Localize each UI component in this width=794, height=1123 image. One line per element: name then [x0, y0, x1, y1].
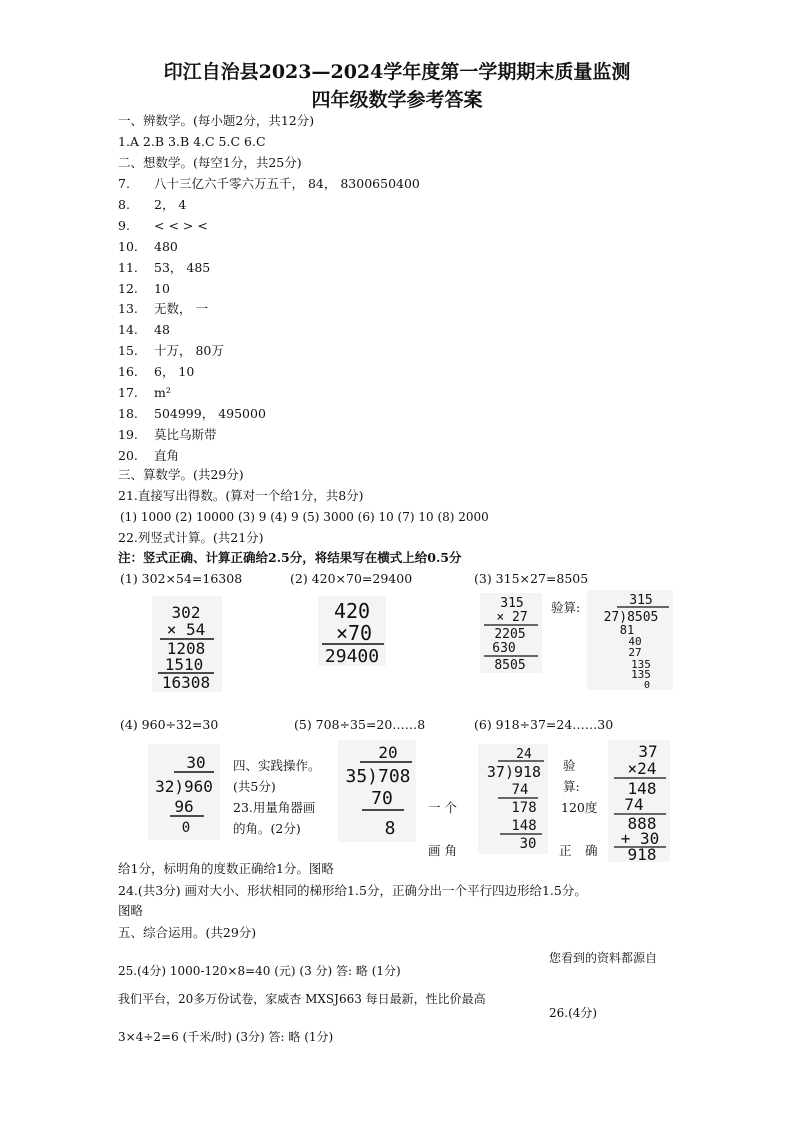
hw6-line: 70	[371, 788, 393, 809]
hw2-line: 29400	[324, 646, 380, 666]
handwriting-708div35	[338, 740, 416, 842]
one-text: 一 个	[428, 800, 457, 815]
hw3-line: 2205	[494, 627, 526, 642]
hw4-line: 40	[628, 635, 642, 648]
section5-heading: 五、综合运用。(共29分)	[118, 925, 257, 940]
hw3-line: 8505	[494, 658, 526, 673]
section2-heading: 二、想数学。(每空1分，共25分)	[118, 155, 302, 170]
item-answer: 无数， 一	[154, 301, 208, 316]
calc-6: (6) 918÷37=24……30	[474, 717, 614, 732]
hw5-line: 96	[174, 797, 194, 816]
item-answer: 2， 4	[154, 197, 187, 212]
item-answer: m²	[154, 385, 171, 400]
calc-2: (2) 420×70=29400	[290, 571, 413, 586]
hw3-line: 315	[500, 596, 524, 611]
ad-line-2: 我们平台，20多万份试卷，家威杏 MXSJ663 每日最新，性比价最高	[118, 992, 486, 1006]
hw1-line: 302	[171, 603, 201, 622]
handwriting-302x54	[152, 596, 222, 692]
section1-heading: 一、辨数学。(每小题2分，共12分)	[118, 113, 315, 128]
correct-1: 正	[559, 843, 572, 858]
hw4-line: 135	[631, 668, 651, 681]
item-number: 11.	[118, 260, 138, 275]
q21-heading: 21.直接写出得数。(算对一个给1分，共8分)	[118, 488, 364, 503]
handwriting-verify-division	[587, 590, 673, 690]
hw4-line: 315	[629, 593, 653, 608]
hw4-line: 27)8505	[603, 610, 659, 625]
item-number: 7.	[118, 176, 130, 191]
section4-points: (共5分)	[233, 779, 276, 794]
hw4-line: 0	[643, 680, 651, 690]
item-answer: 八十三亿六千零六万五千， 84， 8300650400	[154, 176, 420, 191]
draw-angle-text: 画 角	[428, 843, 457, 858]
hw7-line: 24	[516, 747, 532, 762]
handwriting-315x27	[480, 593, 542, 673]
hw1-line: 1510	[164, 655, 204, 674]
hw7-line: 74	[511, 782, 529, 798]
item-number: 15.	[118, 343, 138, 358]
q26-answer: 3×4÷2=6 (千米/时) (3分) 答: 略 (1分)	[118, 1030, 334, 1044]
q25-answer: 25.(4分) 1000-120×8=40 (元) (3 分) 答: 略 (1分)	[118, 964, 401, 978]
hw2-line: 420	[333, 599, 371, 623]
hw1-line: 16308	[161, 673, 211, 692]
item-answer: 504999， 495000	[154, 406, 266, 421]
item-number: 18.	[118, 406, 138, 421]
hw7-line: 148	[511, 818, 537, 834]
page-subtitle: 四年级数学参考答案	[311, 89, 483, 111]
item-answer: 莫比乌斯带	[154, 427, 217, 442]
hw8-line: 148	[627, 779, 657, 798]
item-number: 9.	[118, 218, 130, 233]
verify-label: 验算:	[551, 600, 581, 615]
hw8-line: 918	[627, 845, 657, 862]
hw7-line: 37)918	[486, 763, 542, 781]
q22-note: 注：竖式正确、计算正确给2.5分，将结果写在横式上给0.5分	[118, 550, 462, 565]
item-number: 20.	[118, 448, 138, 463]
item-answer: < < > <	[154, 218, 208, 233]
hw2-line: ×70	[335, 621, 373, 645]
handwriting-verify-37x24	[608, 740, 670, 862]
hw5-line: 32)960	[155, 777, 213, 796]
ad-line-1: 您看到的资料都源自	[549, 951, 658, 965]
hw4-line: 81	[619, 623, 635, 637]
handwriting-960div32	[148, 744, 220, 840]
item-answer: 10	[154, 281, 170, 296]
q22-heading: 22.列竖式计算。(共21分)	[118, 530, 264, 545]
calc-5: (5) 708÷35=20……8	[294, 717, 426, 732]
hw3-line: × 27	[496, 610, 528, 625]
q23-line1: 23.用量角器画	[233, 800, 316, 815]
item-number: 16.	[118, 364, 138, 379]
verify-label-3: 算:	[563, 779, 580, 794]
hw4-line: 27	[628, 646, 642, 659]
item-number: 13.	[118, 301, 138, 316]
hw7-line: 178	[511, 800, 537, 816]
section3-heading: 三、算数学。(共29分)	[118, 467, 244, 482]
item-number: 17.	[118, 385, 138, 400]
item-answer: 6， 10	[154, 364, 195, 379]
calc-3: (3) 315×27=8505	[474, 571, 589, 586]
q24-text: 24.(共3分) 画对大小、形状相同的梯形给1.5分，正确分出一个平行四边形给1.5分。	[118, 883, 587, 898]
correct-2: 确	[585, 843, 598, 858]
handwriting-918div37	[478, 744, 548, 854]
item-answer: 480	[154, 239, 178, 254]
hw5-line: 30	[186, 753, 206, 772]
q23-line2: 的角。(2分)	[233, 821, 301, 836]
hw5-line: 0	[181, 820, 191, 836]
item-answer: 直角	[154, 448, 180, 463]
calc-4: (4) 960÷32=30	[120, 717, 219, 732]
q23-continued: 给1分，标明角的度数正确给1分。图略	[118, 861, 334, 876]
hw8-line: ×24	[627, 759, 657, 778]
section1-answers: 1.A 2.B 3.B 4.C 5.C 6.C	[118, 134, 266, 149]
hw6-line: 35)708	[345, 766, 411, 787]
item-answer: 53， 485	[154, 260, 211, 275]
hw1-line: × 54	[166, 620, 206, 639]
handwriting-420x70	[318, 596, 386, 666]
item-number: 14.	[118, 322, 138, 337]
verify-label-2: 验	[563, 758, 576, 773]
hw8-line: 74	[624, 795, 644, 814]
hw6-line: 8	[384, 818, 396, 839]
hw8-line: + 30	[620, 829, 660, 848]
hw7-line: 30	[519, 836, 537, 852]
hw8-line: 888	[627, 814, 657, 833]
q21-answers: (1) 1000 (2) 10000 (3) 9 (4) 9 (5) 3000 (6) 10 (7) 10 (8) 2000	[120, 510, 489, 524]
section4-heading: 四、实践操作。	[233, 758, 321, 773]
item-number: 19.	[118, 427, 138, 442]
item-answer: 48	[154, 322, 170, 337]
item-number: 8.	[118, 197, 130, 212]
calc-1: (1) 302×54=16308	[120, 571, 243, 586]
hw8-line: 37	[638, 742, 658, 761]
hw1-line: 1208	[166, 639, 206, 658]
item-answer: 十万， 80万	[154, 343, 224, 358]
q24-figure-note: 图略	[118, 903, 144, 918]
degree-label: 120度	[561, 800, 598, 815]
hw3-line: 630	[492, 641, 516, 656]
hw4-line: 135	[631, 658, 651, 671]
page-title: 印江自治县2023—2024学年度第一学期期末质量监测	[163, 61, 631, 83]
item-number: 10.	[118, 239, 138, 254]
hw6-line: 20	[378, 743, 398, 762]
item-number: 12.	[118, 281, 138, 296]
q26-label: 26.(4分)	[549, 1006, 598, 1020]
